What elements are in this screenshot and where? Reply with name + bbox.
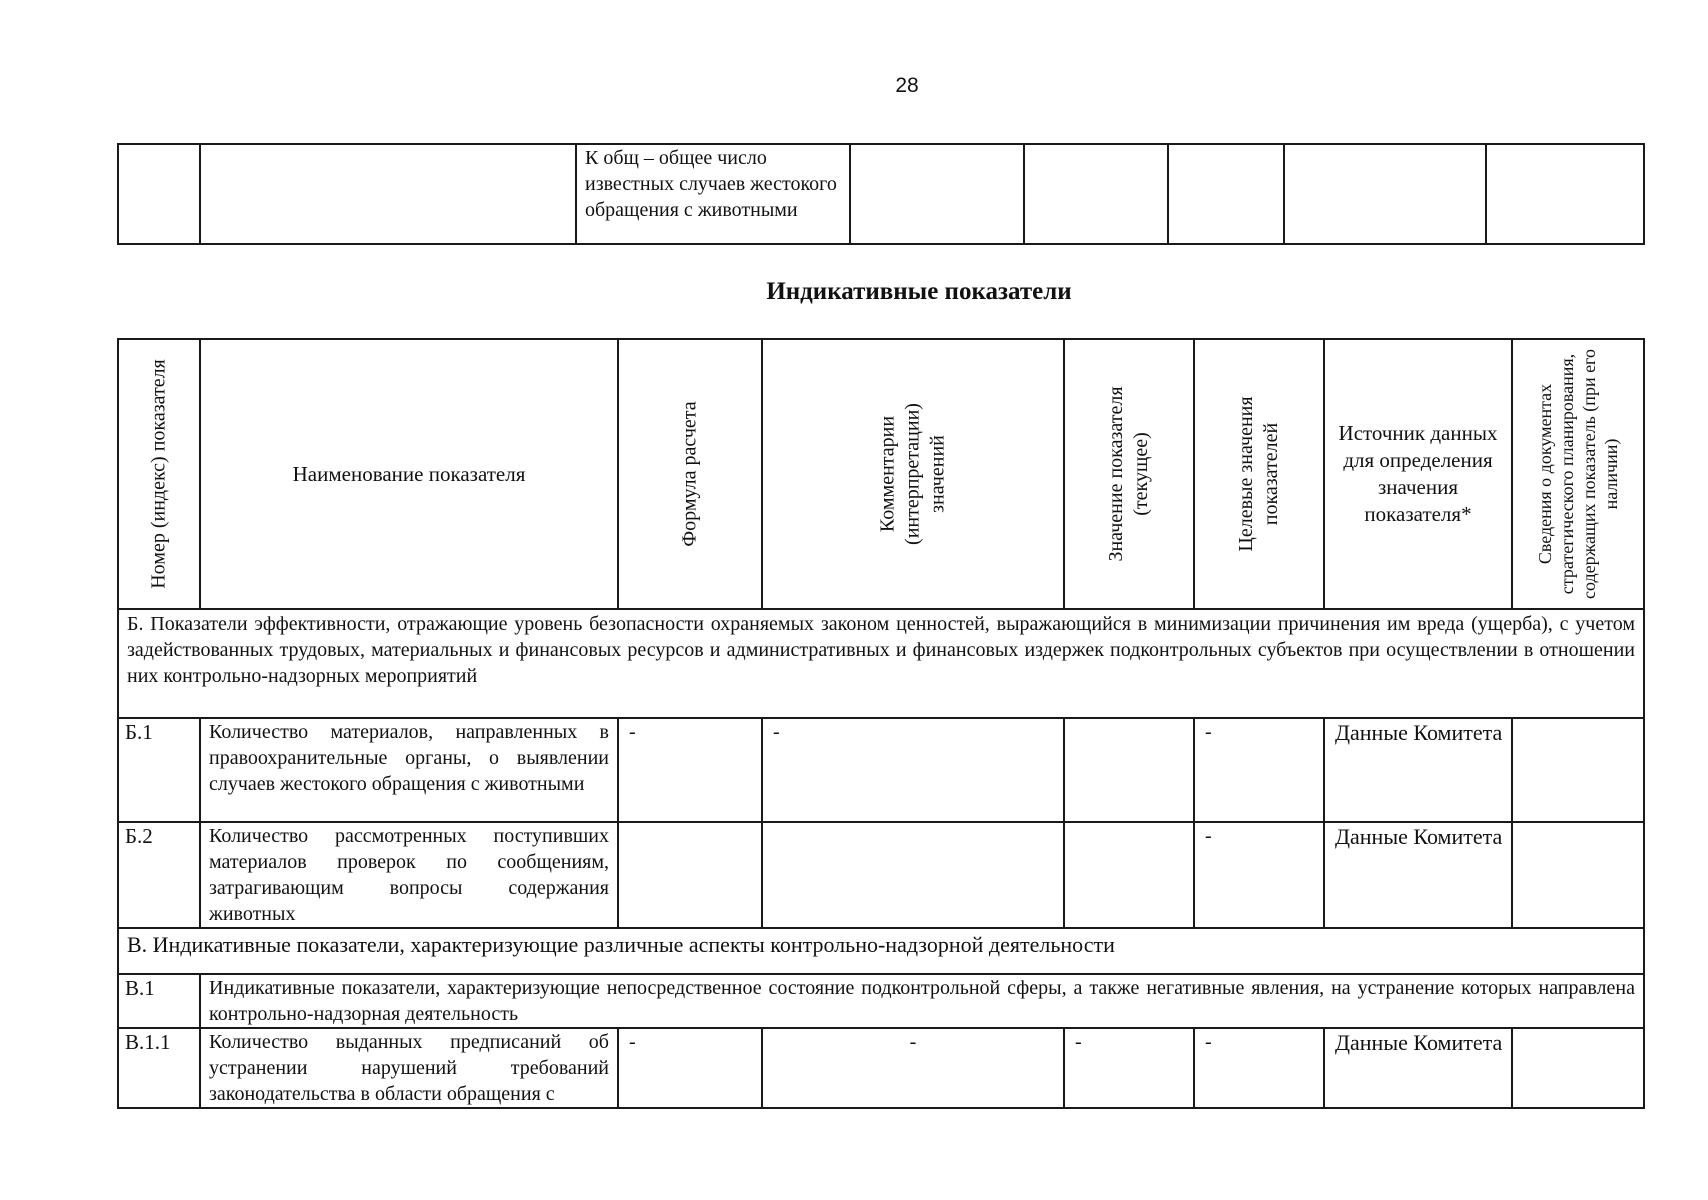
table-cell	[1284, 144, 1486, 244]
row-current	[1064, 822, 1194, 928]
row-source: Данные Комитета	[1324, 1028, 1512, 1108]
row-docs	[1512, 822, 1644, 928]
section-v-text: В. Индикативные показатели, характеризующие различные аспекты контрольно-надзорной деятельности	[118, 928, 1644, 974]
row-formula	[618, 822, 762, 928]
row-target: -	[1194, 822, 1324, 928]
table-row	[118, 718, 1644, 822]
row-number: Б.2	[118, 822, 200, 928]
row-source: Данные Комитета	[1324, 822, 1512, 928]
row-number: В.1	[118, 974, 200, 1028]
header-number: Номер (индекс) показателя	[118, 339, 200, 609]
indicators-table	[117, 338, 1645, 1109]
row-current	[1064, 718, 1194, 822]
row-target: -	[1194, 718, 1324, 822]
header-target: Целевые значения показателей	[1194, 339, 1324, 609]
formula-cell: К общ – общее число известных случаев жестокого обращения с животными	[576, 144, 850, 244]
table-row	[118, 1028, 1644, 1108]
continuation-table	[117, 143, 1645, 245]
header-source: Источник данных для определения значения показателя*	[1324, 339, 1512, 609]
row-number: Б.1	[118, 718, 200, 822]
table-row	[118, 822, 1644, 928]
header-current: Значение показателя (текущее)	[1064, 339, 1194, 609]
row-name: Количество материалов, направленных в правоохранительные органы, о выявлении случаев жестокого обращения с животными	[200, 718, 618, 822]
row-current: -	[1064, 1028, 1194, 1108]
row-comments: -	[762, 1028, 1064, 1108]
row-comments: -	[762, 718, 1064, 822]
table-cell	[1486, 144, 1644, 244]
table-cell	[850, 144, 1024, 244]
table-cell	[1168, 144, 1284, 244]
table-row	[118, 144, 1644, 244]
row-name: Количество рассмотренных поступивших материалов проверок по сообщениям, затрагивающим вопросы содержания животных	[200, 822, 618, 928]
row-name: Количество выданных предписаний об устранении нарушений требований законодательства в области обращения с	[200, 1028, 618, 1108]
table-cell	[200, 144, 576, 244]
row-source: Данные Комитета	[1324, 718, 1512, 822]
header-name: Наименование показателя	[200, 339, 618, 609]
header-comments: Комментарии (интерпретации) значений	[762, 339, 1064, 609]
section-b-text: Б. Показатели эффективности, отражающие уровень безопасности охраняемых законом ценностей, выражающийся в минимизации причинения им вреда (ущерба), с учетом задействованных трудовых, материальных и финансовых ресурсов и административных и финансовых издержек подконтрольных субъектов при осуществлении в отношении них контрольно-надзорных мероприятий	[118, 609, 1644, 718]
section-row-b	[118, 609, 1644, 718]
row-docs	[1512, 718, 1644, 822]
header-documents: Сведения о документах стратегического планирования, содержащих показатель (при его наличии)	[1512, 339, 1644, 609]
table-cell	[1024, 144, 1168, 244]
row-target: -	[1194, 1028, 1324, 1108]
table-cell	[118, 144, 200, 244]
row-formula: -	[618, 1028, 762, 1108]
row-comments	[762, 822, 1064, 928]
row-docs	[1512, 1028, 1644, 1108]
header-formula: Формула расчета	[618, 339, 762, 609]
page-number: 28	[895, 74, 919, 97]
header-row	[118, 339, 1644, 609]
table-row	[118, 974, 1644, 1028]
row-number: В.1.1	[118, 1028, 200, 1108]
section-row-v	[118, 928, 1644, 974]
row-v1-text: Индикативные показатели, характеризующие непосредственное состояние подконтрольной сферы, а также негативные явления, на устранение которых направлена контрольно-надзорная деятельность	[200, 974, 1644, 1028]
section-title: Индикативные показатели	[766, 278, 1072, 305]
row-formula: -	[618, 718, 762, 822]
